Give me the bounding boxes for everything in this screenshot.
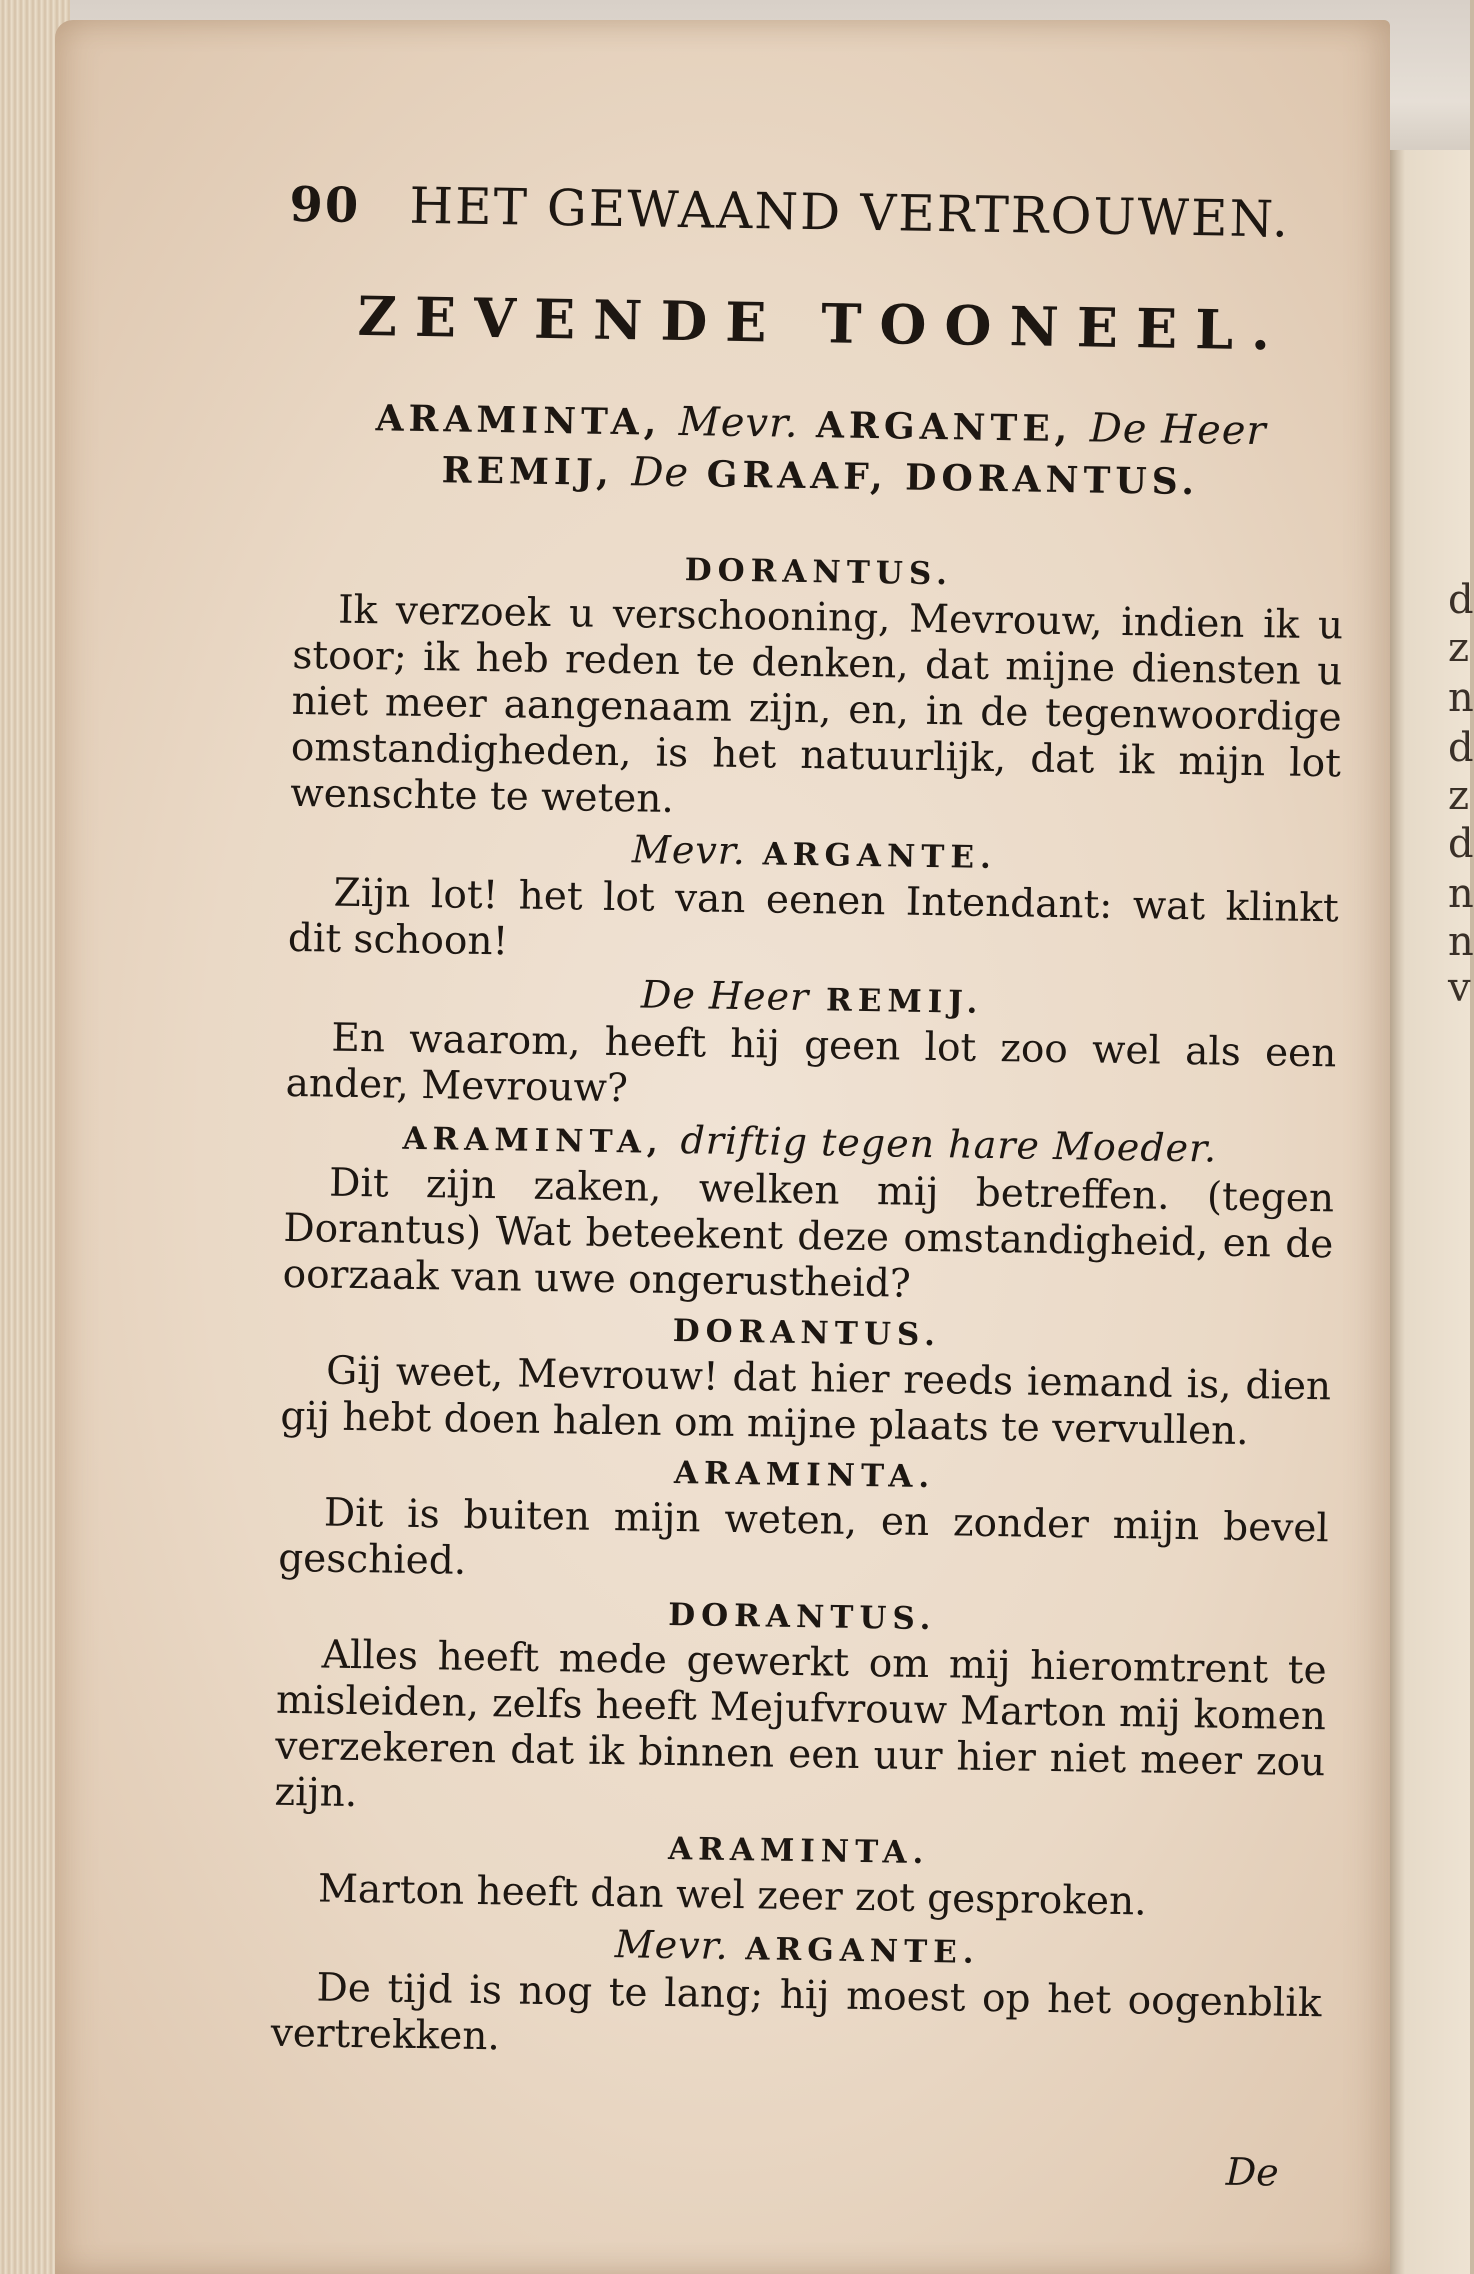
cast-name: REMIJ, — [441, 449, 615, 494]
speech-text: De tijd is nog te lang; hij moest op het oogenblik vertrekken. — [270, 1965, 1322, 2060]
speech-text: Dit is buiten mijn weten, en zonder mijn bevel geschied. — [277, 1490, 1330, 1584]
speaker-title: De Heer — [640, 972, 810, 1020]
speaker-name: DORANTUS. — [672, 1313, 942, 1354]
speaker-name: ARGANTE. — [762, 836, 998, 877]
cast-list — [295, 391, 1346, 509]
facing-page-letter: d — [1448, 821, 1474, 867]
cast-title: De Heer — [1089, 405, 1267, 455]
speaker-name: DORANTUS. — [668, 1596, 937, 1638]
speaker-name: ARAMINTA. — [667, 1830, 930, 1872]
page-text — [270, 175, 1349, 2195]
speaker-name: ARAMINTA, — [402, 1120, 665, 1161]
cast-name: GRAAF, — [706, 453, 888, 499]
speech-text: Gij weet, Mevrouw! dat hier reeds iemand is, dien gij hebt doen halen om mijne plaats te vervullen. — [280, 1348, 1332, 1455]
facing-page-letter: z — [1448, 625, 1470, 671]
speaker-name: ARAMINTA. — [673, 1455, 936, 1496]
page-number: 90 — [289, 176, 361, 234]
speech-text: Marton heeft dan wel zeer zot gesproken. — [317, 1866, 1147, 1925]
cast-name: DORANTUS. — [904, 456, 1200, 504]
facing-page-letter: d — [1448, 725, 1474, 771]
stage-direction: driftig tegen hare Moeder. — [680, 1118, 1218, 1171]
facing-page-letter: d — [1448, 577, 1474, 623]
speech-text: En waarom, heeft hij geen lot zoo wel als een ander, Mevrouw? — [285, 1015, 1337, 1112]
speech-text: Ik verzoek u verschooning, Mevrouw, indien ik u stoor; ik heb reden te denken, dat mijne diensten u niet meer aangenaam zijn, en, in de tegenwoordige omstandigheden, is het natuurlijk, dat ik mijn lot wenschte te weten. — [289, 587, 1344, 822]
speaker-name: ARGANTE. — [745, 1931, 980, 1971]
facing-page-letter: v — [1448, 965, 1471, 1011]
speaker-title: Mevr. — [614, 1922, 730, 1968]
speaker-title: Mevr. — [631, 827, 747, 874]
facing-page-letter: n — [1448, 919, 1474, 965]
cast-name: ARGANTE, — [815, 404, 1073, 451]
cast-name: ARAMINTA, — [375, 397, 662, 444]
facing-page-letter: n — [1448, 871, 1474, 917]
speech-text: Dit zijn zaken, welken mij betreffen. (tegen Dorantus) Wat beteekent deze omstandigheid, en de oorzaak van uwe ongerustheid? — [282, 1160, 1335, 1307]
facing-page-letter: n — [1448, 675, 1474, 721]
catchword: De — [1225, 2149, 1280, 2195]
speech-text: Alles heeft mede gewerkt om mij hieromtrent te misleiden, zelfs heeft Mejufvrouw Marton mij komen verzekeren dat ik binnen een uur hier niet meer zou zijn. — [274, 1632, 1327, 1817]
running-title: HET GEWAAND VERTROUWEN. — [409, 176, 1291, 249]
speaker-name: DORANTUS. — [684, 552, 954, 593]
cast-title: Mevr. — [678, 398, 799, 447]
facing-page-letter: z — [1448, 773, 1470, 819]
scene-title: ZEVENDE TOONEEL. — [357, 283, 1289, 363]
speech-text: Zijn lot! het lot van eenen Intendant: wat klinkt dit schoon! — [287, 870, 1339, 965]
cast-title: De — [631, 449, 690, 497]
running-head — [289, 175, 1350, 271]
facing-page — [1390, 150, 1470, 2274]
speaker-name: REMIJ. — [825, 982, 984, 1021]
